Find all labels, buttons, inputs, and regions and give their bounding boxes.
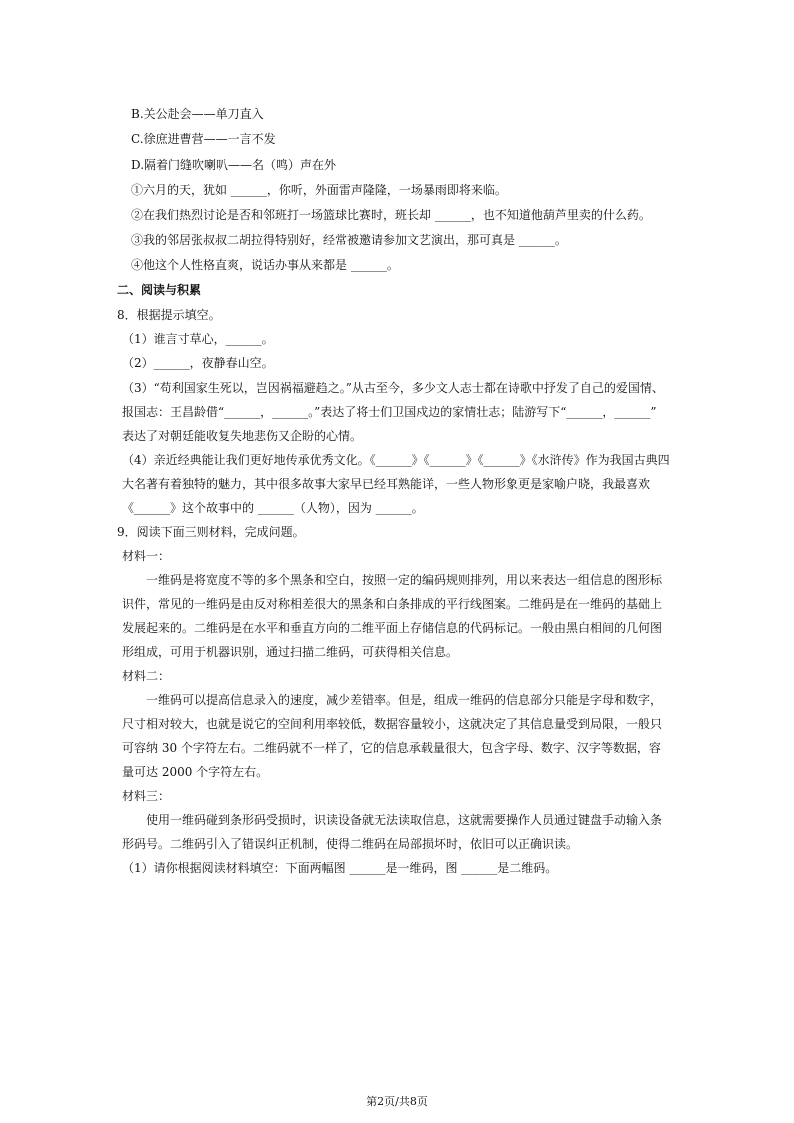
question-8-item-4-line-3: 《______》这个故事中的 ______（人物），因为 ______。 [122, 501, 424, 515]
material-1-line-1: 一维码是将宽度不等的多个黑条和空白，按照一定的编码规则排列，用以来表达一组信息的图形标 [146, 573, 663, 587]
section-heading: 二、阅读与积累 [117, 283, 202, 297]
question-9-sub-1: （1）请你根据阅读材料填空：下面两幅图 ______是一维码，图 ______是二维码。 [122, 861, 558, 875]
option-c: C.徐庶进曹营——一言不发 [131, 132, 276, 146]
fill-item-3: ③我的邻居张叔叔二胡拉得特别好，经常被邀请参加文艺演出，那可真是 ______。 [131, 233, 567, 247]
question-8-item-4-line-2: 大名著有着独特的魅力，其中很多故事大家早已经耳熟能详，一些人物形象更是家喻户晓，我最喜欢 [122, 477, 651, 491]
question-8-item-3-line-2: 报国志：王昌龄借“______，______。”表达了将士们卫国戍边的家情壮志；陆游写下“______，______” [122, 405, 657, 419]
question-8-item-3-line-1: （3）“苟利国家生死以，岂因祸福避趋之。”从古至今，多少文人志士都在诗歌中抒发了自己的爱国情、 [122, 381, 664, 395]
material-2-line-1: 一维码可以提高信息录入的速度，减少差错率。但是，组成一维码的信息部分只能是字母和数字， [146, 693, 663, 707]
question-8-item-1: （1）谁言寸草心，______。 [122, 332, 274, 346]
material-1-line-3: 发展起来的。二维码是在水平和垂直方向的二维平面上存储信息的代码标记。一般由黑白相间的几何图 [122, 621, 663, 635]
question-8-item-3-line-3: 表达了对朝廷能收复失地悲伤又企盼的心情。 [122, 429, 363, 443]
question-8-title: 8．根据提示填空。 [117, 308, 221, 322]
material-1-label: 材料一： [122, 549, 171, 563]
material-2-label: 材料二： [122, 669, 171, 683]
material-3-label: 材料三： [122, 789, 171, 803]
fill-item-1: ①六月的天，犹如 ______，你听，外面雷声隆隆，一场暴雨即将来临。 [131, 183, 507, 197]
question-8-item-4-line-1: （4）亲近经典能让我们更好地传承优秀文化。《______》《______》《______》《水浒传》作为我国古典四 [122, 453, 670, 467]
material-1-line-4: 形组成，可用于机器识别，通过扫描二维码，可获得相关信息。 [122, 645, 459, 659]
material-2-line-3: 可容纳 30 个字符左右。二维码就不一样了，它的信息承载量很大，包含字母、数字、汉字等数据，容 [122, 741, 661, 755]
material-2-line-4: 量可达 2000 个字符左右。 [122, 765, 269, 779]
material-2-line-2: 尺寸相对较大，也就是说它的空间利用率较低，数据容量较小，这就决定了其信息量受到局限，一般只 [122, 717, 663, 731]
fill-item-4: ④他这个人性格直爽，说话办事从来都是 ______。 [131, 258, 399, 272]
fill-item-2: ②在我们热烈讨论是否和邻班打一场篮球比赛时，班长却 ______，也不知道他葫芦里卖的什么药。 [131, 208, 651, 222]
question-9-title: 9．阅读下面三则材料，完成问题。 [117, 525, 305, 539]
option-b: B.关公赴会——单刀直入 [131, 107, 264, 121]
material-1-line-2: 识件，常见的一维码是由反对称相差很大的黑条和白条排成的平行线图案。二维码是在一维码的基础上 [122, 597, 663, 611]
page-footer: 第2页/共8页 [366, 1095, 428, 1108]
material-3-line-1: 使用一维码碰到条形码受损时，识读设备就无法读取信息，这就需要操作人员通过键盘手动输入条 [146, 813, 663, 827]
question-8-item-2: （2）______，夜静春山空。 [122, 356, 274, 370]
option-d: D.隔着门缝吹喇叭——名（鸣）声在外 [131, 158, 337, 172]
material-3-line-2: 形码号。二维码引入了错误纠正机制，使得二维码在局部损坏时，依旧可以正确识读。 [122, 837, 579, 851]
